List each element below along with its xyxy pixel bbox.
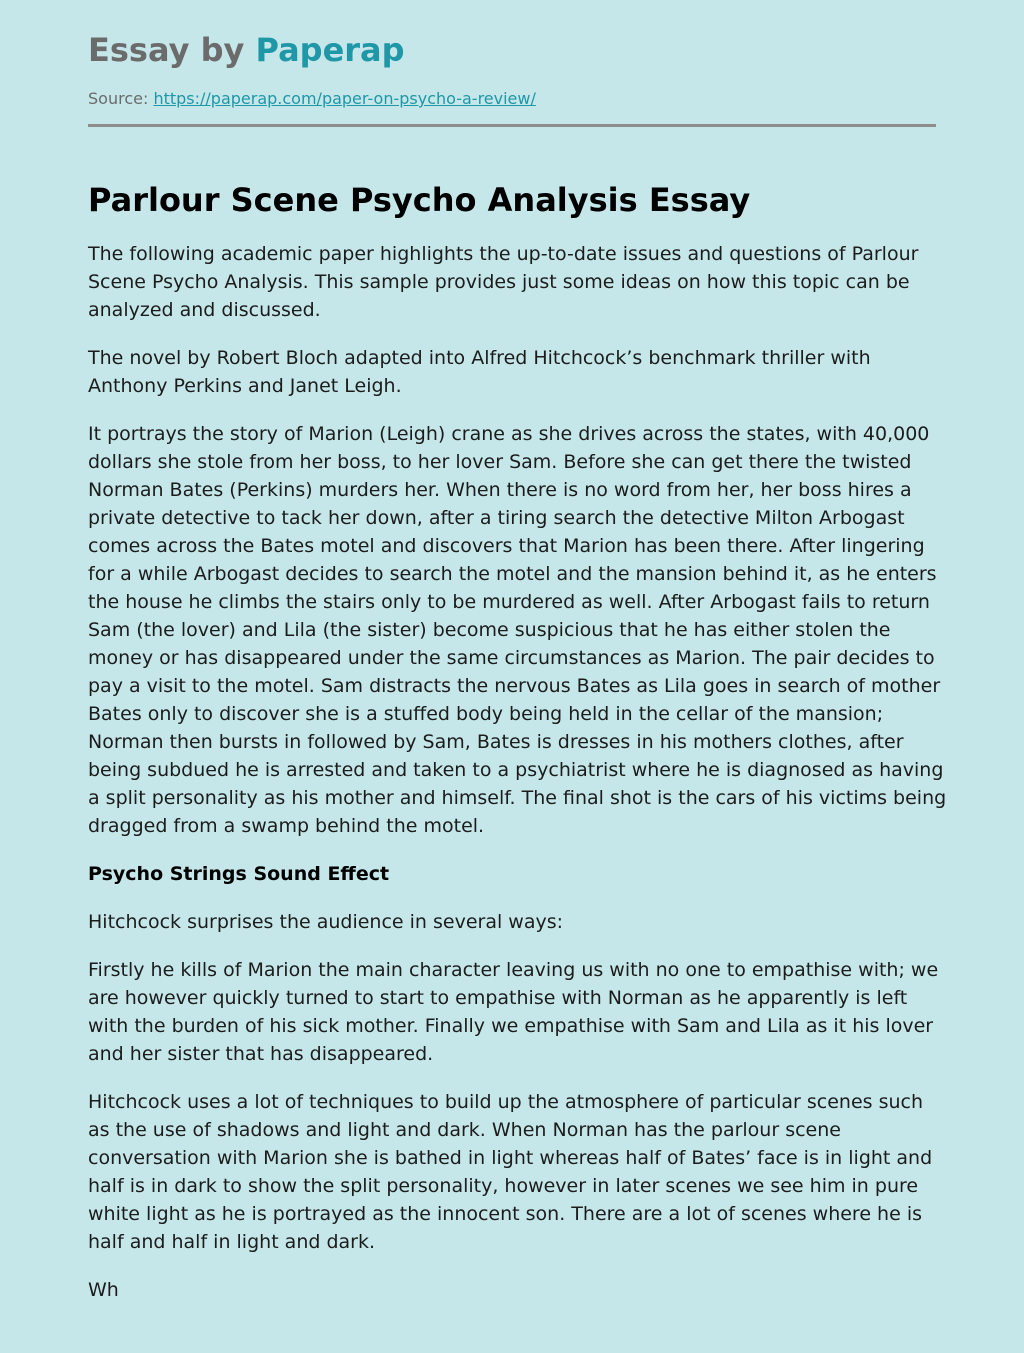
source-line	[88, 88, 536, 110]
article-body	[88, 240, 948, 1324]
site-brand[interactable]	[88, 30, 405, 70]
paragraph-surprises: Hitchcock surprises the audience in several ways:	[88, 911, 564, 933]
brand-prefix: Essay by	[88, 31, 256, 69]
paragraph-empathy: Firstly he kills of Marion the main character leaving us with no one to empathise with; we are however quickly turned to start to empathise with Norman as he apparently is left with the burden of his sick mother. Finally we empathise with Sam and Lila as it his lover and her sister that has disappeared.	[88, 959, 939, 1065]
article-title: Parlour Scene Psycho Analysis Essay	[88, 181, 751, 219]
paragraph-plot: It portrays the story of Marion (Leigh) crane as she drives across the states, with 40,000 dollars she stole from her boss, to her lover Sam. Before she can get there the twisted Norman Bates (Perkins) murders her. When there is no word from her, her boss hires a private detective to tack her down, after a tiring search the detective Milton Arbogast comes across the Bates motel and discovers that Marion has been there. After lingering for a while Arbogast decides to search the motel and the mansion behind it, as he enters the house he climbs the stairs only to be murdered as well. After Arbogast fails to return Sam (the lover) and Lila (the sister) become suspicious that he has either stolen the money or has disappeared under the same circumstances as Marion. The pair decides to pay a visit to the motel. Sam distracts the nervous Bates as Lila goes in search of mother Bates only to discover she is a stuffed body being held in the cellar of the mansion; Norman then bursts in followed by Sam, Bates is dresses in his mothers clothes, after being subdued he is arrested and taken to a psychiatrist where he is diagnosed as having a split personality as his mother and himself. The final shot is the cars of his victims being dragged from a swamp behind the motel.	[88, 423, 947, 837]
brand-name: Paperap	[255, 31, 405, 69]
paragraph-novel: The novel by Robert Bloch adapted into Alfred Hitchcock’s benchmark thriller with Anthony Perkins and Janet Leigh.	[88, 347, 871, 397]
paragraph-techniques: Hitchcock uses a lot of techniques to build up the atmosphere of particular scenes such as the use of shadows and light and dark. When Norman has the parlour scene conversation with Marion she is bathed in light whereas half of Bates’ face is in light and half is in dark to show the split personality, however in later scenes we see him in pure white light as he is portrayed as the innocent son. There are a lot of scenes where he is half and half in light and dark.	[88, 1091, 933, 1253]
header-divider	[88, 124, 936, 127]
section-heading: Psycho Strings Sound Effect	[88, 863, 390, 885]
paragraph-truncated: Wh	[88, 1279, 119, 1301]
source-link[interactable]: https://paperap.com/paper-on-psycho-a-review/	[153, 89, 536, 108]
paragraph-intro: The following academic paper highlights the up-to-date issues and questions of Parlour Scene Psycho Analysis. This sample provides just some ideas on how this topic can be analyzed and discussed.	[88, 243, 919, 321]
source-label: Source:	[88, 89, 149, 108]
